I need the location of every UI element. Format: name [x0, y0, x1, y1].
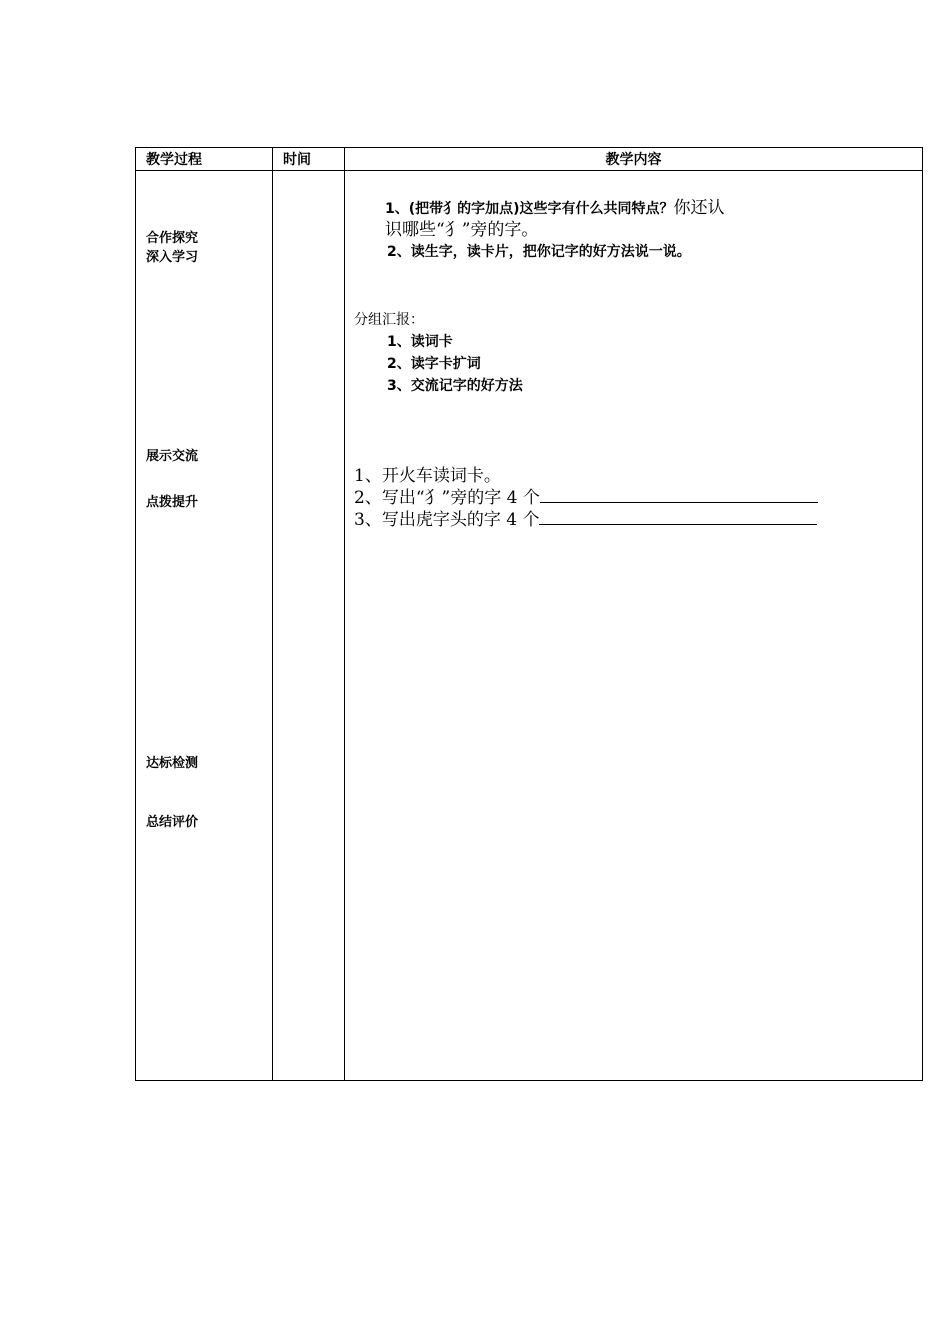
process-cell [136, 171, 273, 1081]
stage-guide: 点拨提升 [146, 495, 199, 510]
question-1-tail: 你还认 [673, 198, 725, 218]
body-row [136, 171, 923, 1081]
test-item-1: 1、开火车读词卡。 [354, 466, 501, 486]
time-cell [273, 171, 345, 1081]
content-cell [345, 171, 923, 1081]
report-item-2: 2、读字卡扩词 [387, 356, 481, 372]
stage-test: 达标检测 [146, 756, 199, 771]
header-time: 时间 [273, 148, 345, 171]
stage-cooperate-line2: 深入学习 [146, 250, 199, 265]
test-item-3 [354, 505, 817, 530]
question-2: 2、读生字，读卡片，把你记字的好方法说一说。 [387, 244, 691, 260]
lesson-plan-table [135, 147, 923, 1081]
question-1-text: 1、(把带犭的字加点)这些字有什么共同特点？ [385, 201, 674, 217]
report-title: 分组汇报： [354, 312, 424, 328]
answer-blank-1[interactable] [540, 484, 818, 503]
report-item-1: 1、读词卡 [387, 334, 453, 350]
test-item-3-text: 3、写出虎字头的字 4 个 [354, 510, 540, 530]
header-process: 教学过程 [136, 148, 273, 171]
stage-show: 展示交流 [146, 449, 199, 464]
answer-blank-2[interactable] [539, 506, 817, 525]
stage-summary: 总结评价 [146, 815, 199, 830]
report-item-3: 3、交流记字的好方法 [387, 378, 523, 394]
header-row [136, 148, 923, 171]
stage-cooperate-line1: 合作探究 [146, 231, 199, 246]
test-item-2-text: 2、写出“犭”旁的字 4 个 [354, 488, 540, 508]
question-1-line2: 识哪些“犭”旁的字。 [385, 220, 539, 240]
header-content: 教学内容 [345, 148, 923, 171]
stage-cooperate [146, 229, 198, 267]
